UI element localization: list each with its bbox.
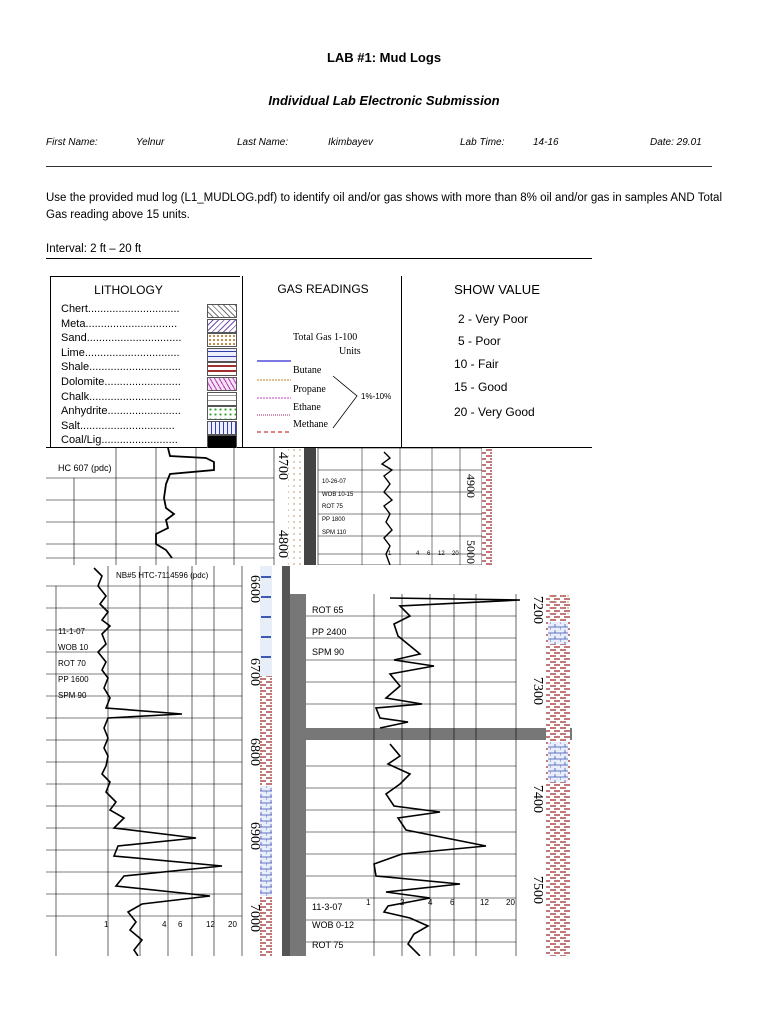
percent-range-label: 1%-10% [361, 392, 392, 401]
ethane-label: Ethane [293, 402, 321, 413]
scale-tick: 1 [366, 898, 371, 907]
lithology-swatch-lime [207, 348, 237, 362]
depth-label: 6800 [247, 738, 262, 766]
drilling-param: 11-1-07 [58, 627, 85, 636]
units-label: Units [339, 346, 361, 357]
lithology-item-sand: Sand............................... [61, 332, 182, 345]
bit-label: HC 607 (pdc) [58, 463, 112, 473]
lithology-swatch-chert [207, 304, 237, 318]
scale-tick: 1 [104, 920, 109, 929]
propane-label: Propane [293, 384, 326, 395]
show-value-item: 15 - Good [454, 380, 508, 394]
scale-tick: 4 [416, 551, 420, 557]
interval-text: Interval: 2 ft – 20 ft [46, 243, 142, 255]
lithology-item-chalk: Chalk.............................. [61, 390, 181, 403]
scale-tick: 1 [388, 551, 392, 557]
total-gas-label: Total Gas 1-100 [293, 332, 358, 343]
drilling-param: ROT 70 [58, 659, 86, 668]
drilling-param: 10-26-07 [322, 479, 347, 485]
lithology-swatch-meta [207, 319, 237, 333]
methane-label: Methane [293, 419, 328, 430]
depth-label: 6700 [247, 658, 262, 686]
lithology-item-dolomite: Dolomite......................... [61, 376, 181, 388]
lithology-swatch-salt [207, 421, 237, 435]
show-value-item: 2 - Very Poor [458, 312, 529, 326]
lithology-item-lime: Lime............................... [61, 346, 180, 359]
depth-label: 7200 [530, 596, 545, 624]
depth-label: 4900 [464, 474, 478, 498]
drilling-param: 11-3-07 [312, 902, 343, 912]
drilling-param: SPM 90 [312, 647, 345, 657]
depth-label: 7000 [247, 904, 262, 932]
show-value-item: 5 - Poor [458, 334, 501, 348]
first-name-value: Yelnur [136, 137, 165, 148]
drilling-param: SPM 90 [58, 691, 87, 700]
scale-tick: 12 [480, 898, 489, 907]
lab-time-value: 14-16 [533, 137, 559, 148]
date-value: Date: 29.01 [650, 137, 702, 148]
depth-label: 7400 [530, 785, 545, 813]
scale-tick: 6 [450, 898, 455, 907]
last-name-value: Ikimbayev [328, 137, 374, 148]
lithology-title: LITHOLOGY [94, 283, 163, 297]
drilling-param: ROT 75 [322, 504, 343, 510]
depth-label: 4800 [275, 530, 290, 558]
instructions-text: Use the provided mud log (L1_MUDLOG.pdf) to identify oil and/or gas shows with more than 8% oil and/or gas in samples AND Total Gas reading above 15 units. [46, 192, 722, 221]
lithology-item-salt: Salt............................... [61, 419, 175, 432]
drilling-param: SPM 110 [322, 530, 347, 536]
bit-label: NB#5 HTC-7114596 (pdc) [116, 571, 209, 580]
scale-tick: 4 [428, 898, 433, 907]
drilling-param: PP 1800 [322, 517, 345, 523]
show-value-item: 20 - Very Good [454, 405, 535, 419]
drilling-param: ROT 65 [312, 605, 344, 615]
lithology-swatch-chalk [207, 392, 237, 406]
lithology-swatch-sand [207, 333, 237, 347]
drilling-param: WOB 10-15 [322, 492, 354, 498]
drilling-param: WOB 10 [58, 643, 89, 652]
student-info [46, 137, 722, 153]
mud-log-legend [46, 258, 592, 448]
divider [46, 166, 712, 167]
gas-readings-title: GAS READINGS [277, 282, 369, 296]
show-value-item: 10 - Fair [454, 357, 499, 371]
scale-tick: 20 [452, 551, 459, 557]
lithology-swatch-anhydrite [207, 406, 237, 420]
lithology-item-coal: Coal/Lig......................... [61, 434, 178, 447]
last-name-label: Last Name: [237, 137, 289, 148]
page-title: LAB #1: Mud Logs [326, 50, 442, 65]
drilling-param: WOB 0-12 [312, 920, 355, 930]
show-value-title: SHOW VALUE [454, 282, 540, 297]
lithology-item-meta: Meta.............................. [61, 317, 178, 330]
scale-tick: 20 [506, 898, 515, 907]
lithology-swatch-dolomite [207, 377, 237, 391]
lithology-legend [50, 276, 240, 448]
scale-tick: 2 [400, 898, 405, 907]
depth-label: 6600 [247, 575, 262, 603]
depth-label: 7500 [530, 876, 545, 904]
drilling-param: ROT 75 [312, 940, 344, 950]
lithology-item-shale: Shale.............................. [61, 361, 181, 374]
drilling-param: PP 1600 [58, 675, 89, 684]
depth-label: 6900 [247, 822, 262, 850]
first-name-label: First Name: [46, 137, 98, 148]
scale-tick: 6 [178, 920, 183, 929]
scale-tick: 12 [206, 920, 215, 929]
lithology-swatch-shale [207, 362, 237, 376]
scale-tick: 4 [162, 920, 167, 929]
mud-log-strip-top [46, 448, 492, 565]
lab-time-label: Lab Time: [460, 137, 505, 148]
drilling-param: PP 2400 [312, 627, 347, 637]
scale-tick: 20 [228, 920, 237, 929]
page-subtitle: Individual Lab Electronic Submission [268, 93, 500, 108]
gas-readings-legend [242, 276, 402, 448]
lithology-item-anhydrite: Anhydrite........................ [61, 405, 181, 418]
lithology-item-chert: Chert.............................. [61, 303, 180, 315]
scale-tick: 6 [427, 551, 431, 557]
depth-label: 7300 [530, 677, 545, 705]
depth-label: 5000 [464, 540, 478, 564]
depth-label: 4700 [275, 452, 290, 480]
scale-tick: 12 [438, 551, 445, 557]
show-value-legend [402, 276, 592, 448]
butane-label: Butane [293, 365, 322, 376]
